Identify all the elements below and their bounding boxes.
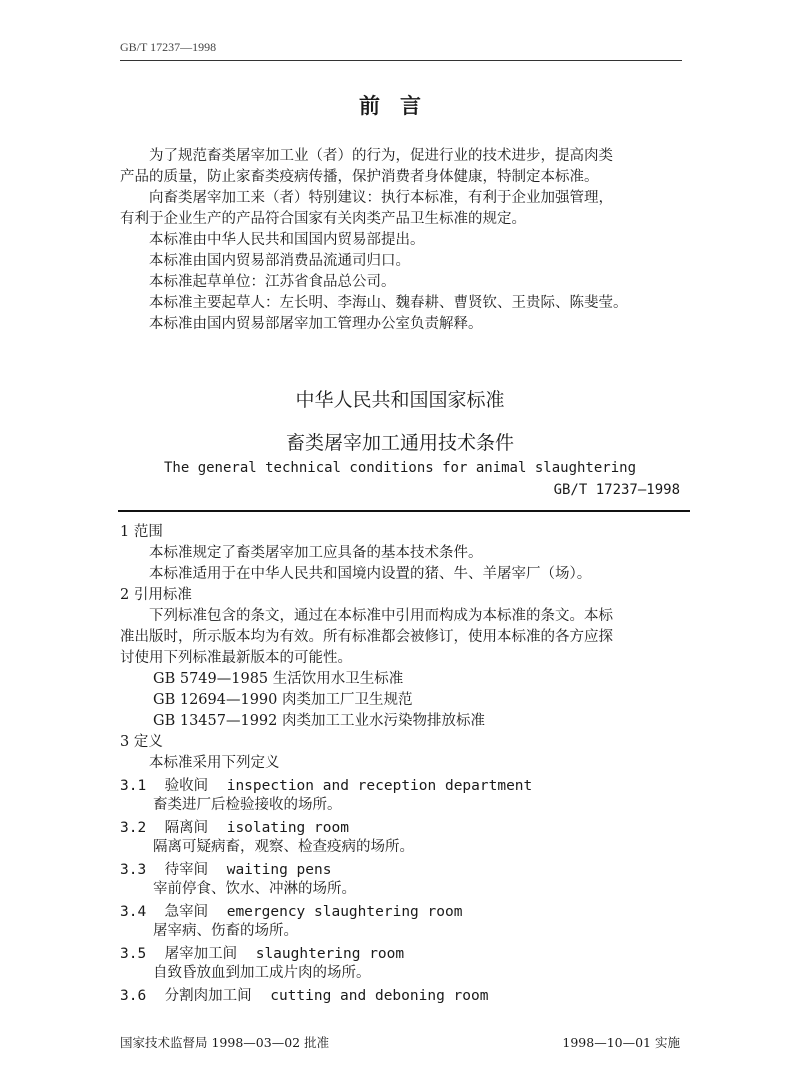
definition-desc: 自致昏放血到加工成片肉的场所。 — [153, 965, 371, 981]
preface-line: 为了规范畜类屠宰加工业（者）的行为，促进行业的技术进步，提高肉类 — [149, 148, 613, 164]
definition-term-en: slaughtering room — [255, 946, 405, 962]
section-title-scope: 1 范围 — [120, 524, 163, 540]
body-line: 讨使用下列标准最新版本的可能性。 — [120, 650, 352, 666]
standard-title: 畜类屠宰加工通用技术条件 — [285, 432, 514, 454]
definition-term-row — [120, 900, 462, 921]
preface-line: 产品的质量，防止家畜类疫病传播，保护消费者身体健康，特制定本标准。 — [120, 169, 599, 185]
definition-term: 分割肉加工间 — [164, 988, 252, 1004]
reference-item: GB 5749—1985 生活饮用水卫生标准 — [153, 671, 404, 687]
preface-line: 有利于企业生产的产品符合国家有关肉类产品卫生标准的规定。 — [120, 211, 526, 227]
definition-term: 急宰间 — [164, 904, 209, 920]
preface-line: 本标准主要起草人：左长明、李海山、魏春耕、曹贤钦、王贵际、陈斐莹。 — [149, 295, 628, 311]
definition-desc: 畜类进厂后检验接收的场所。 — [153, 797, 342, 813]
definition-number: 3.6 — [120, 988, 147, 1004]
definition-term-en: cutting and deboning room — [270, 988, 489, 1004]
definition-term: 隔离间 — [164, 820, 209, 836]
preface-line: 本标准由中华人民共和国国内贸易部提出。 — [149, 232, 425, 248]
header-code: GB/T 17237—1998 — [120, 40, 217, 54]
section-title-references: 2 引用标准 — [120, 587, 192, 603]
definition-term-row — [120, 774, 532, 795]
reference-item: GB 12694—1990 肉类加工厂卫生规范 — [153, 692, 413, 708]
definition-term-en: inspection and reception department — [226, 778, 533, 794]
definition-term-row — [120, 984, 488, 1005]
title-rule — [118, 510, 690, 512]
header-rule — [120, 60, 682, 61]
body-line: 下列标准包含的条文，通过在本标准中引用而构成为本标准的条文。本标 — [149, 608, 613, 624]
standard-title-en: The general technical conditions for animal slaughtering — [163, 460, 636, 476]
definition-term: 验收间 — [164, 778, 209, 794]
definition-term-en: emergency slaughtering room — [226, 904, 463, 920]
preface-title: 前言 — [359, 93, 441, 118]
definition-number: 3.3 — [120, 862, 147, 878]
definition-desc: 屠宰病、伤畜的场所。 — [153, 923, 298, 939]
body-line: 本标准采用下列定义 — [149, 755, 280, 771]
standard-heading: 中华人民共和国国家标准 — [295, 389, 505, 411]
definition-number: 3.1 — [120, 778, 147, 794]
definition-term-row — [120, 816, 349, 837]
preface-line: 本标准由国内贸易部屠宰加工管理办公室负责解释。 — [149, 316, 483, 332]
reference-item: GB 13457—1992 肉类加工工业水污染物排放标准 — [153, 713, 485, 729]
section-title-definitions: 3 定义 — [120, 734, 163, 750]
body-line: 准出版时，所示版本均为有效。所有标准都会被修订，使用本标准的各方应探 — [120, 629, 613, 645]
definition-term-en: isolating room — [226, 820, 349, 836]
definition-number: 3.4 — [120, 904, 147, 920]
body-line: 本标准适用于在中华人民共和国境内设置的猪、牛、羊屠宰厂（场）。 — [149, 566, 592, 582]
definition-term-row — [120, 942, 404, 963]
definition-term-row — [120, 858, 331, 879]
standard-code: GB/T 17237—1998 — [553, 482, 680, 498]
footer-effective: 1998—10—01 实施 — [562, 1035, 680, 1050]
definition-term: 屠宰加工间 — [164, 946, 238, 962]
preface-line: 本标准起草单位：江苏省食品总公司。 — [149, 274, 396, 290]
definition-desc: 隔离可疑病畜，观察、检查疫病的场所。 — [153, 839, 414, 855]
definition-term: 待宰间 — [164, 862, 209, 878]
preface-line: 向畜类屠宰加工来（者）特别建议：执行本标准，有利于企业加强管理， — [149, 190, 613, 206]
definition-desc: 宰前停食、饮水、冲淋的场所。 — [153, 881, 356, 897]
body-line: 本标准规定了畜类屠宰加工应具备的基本技术条件。 — [149, 545, 483, 561]
footer-approval: 国家技术监督局 1998—03—02 批准 — [120, 1035, 330, 1050]
definition-number: 3.5 — [120, 946, 147, 962]
definition-term-en: waiting pens — [226, 862, 332, 878]
preface-line: 本标准由国内贸易部消费品流通司归口。 — [149, 253, 410, 269]
definition-number: 3.2 — [120, 820, 147, 836]
